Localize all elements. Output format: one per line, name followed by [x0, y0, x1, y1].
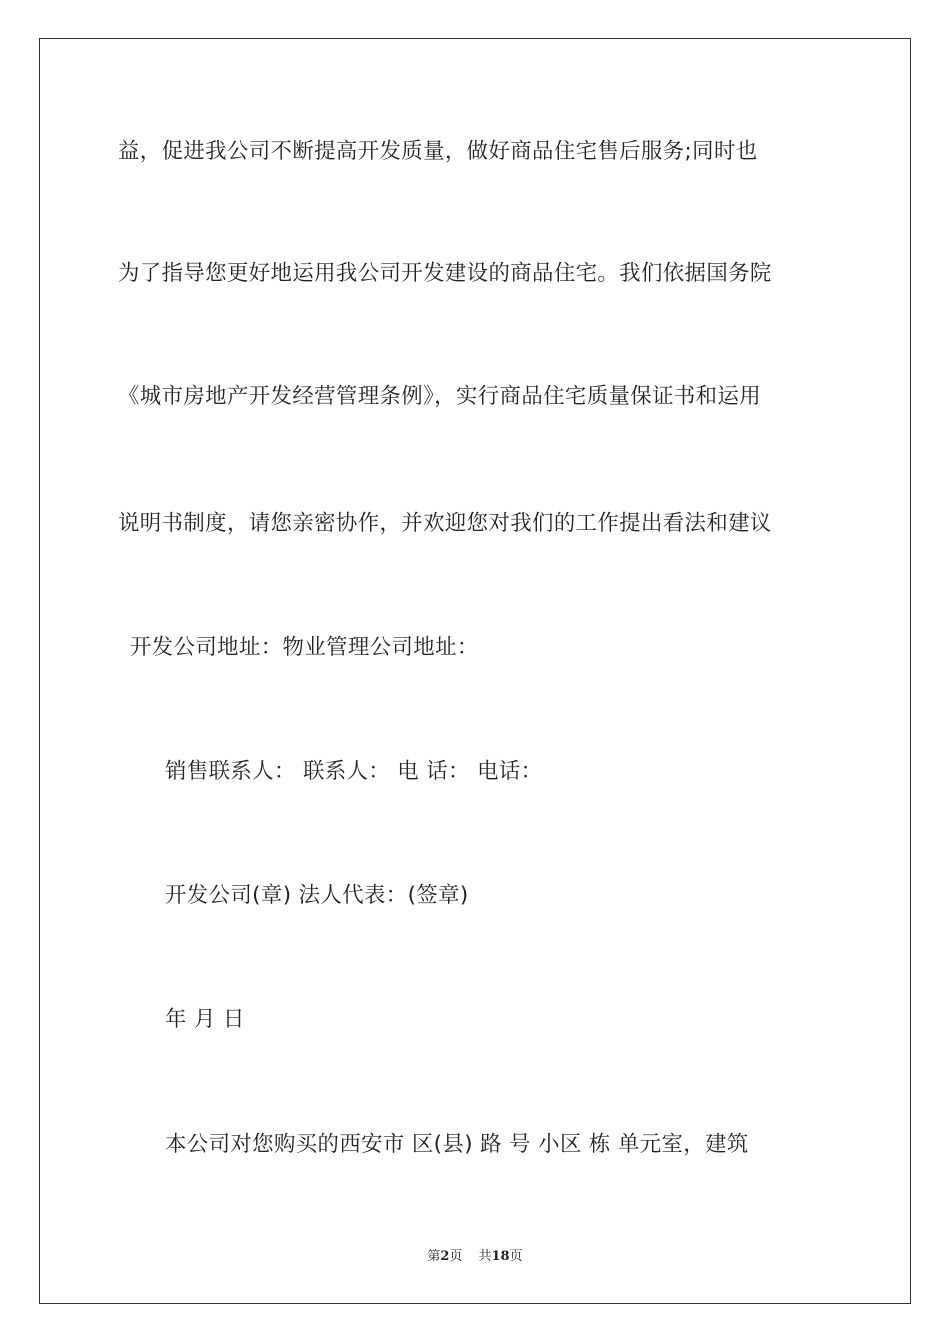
date-line: 年 月 日 — [165, 1007, 245, 1032]
total-pages: 18 — [491, 1249, 510, 1264]
signature-line: 开发公司(章) 法人代表：(签章) — [165, 883, 469, 908]
body-text-line: 《城市房地产开发经营管理条例》，实行商品住宅质量保证书和运用 — [118, 384, 762, 409]
body-text-line: 本公司对您购买的西安市 区(县) 路 号 小区 栋 单元室，建筑 — [165, 1132, 749, 1157]
page-border — [39, 38, 911, 1304]
total-label-suffix: 页 — [509, 1249, 523, 1264]
page-number: 2 — [440, 1249, 450, 1264]
page-label-suffix: 页 — [449, 1249, 463, 1264]
contact-line: 销售联系人： 联系人： 电 话： 电话： — [165, 759, 543, 784]
address-line: 开发公司地址：物业管理公司地址： — [130, 635, 479, 660]
body-text-line: 说明书制度，请您亲密协作，并欢迎您对我们的工作提出看法和建议 — [118, 511, 772, 536]
total-label-prefix: 共 — [478, 1249, 492, 1264]
page-label-prefix: 第 — [427, 1249, 441, 1264]
page-footer — [0, 1248, 950, 1266]
body-text-line: 为了指导您更好地运用我公司开发建设的商品住宅。我们依据国务院 — [118, 261, 772, 286]
body-text-line: 益，促进我公司不断提高开发质量，做好商品住宅售后服务;同时也 — [118, 139, 758, 164]
